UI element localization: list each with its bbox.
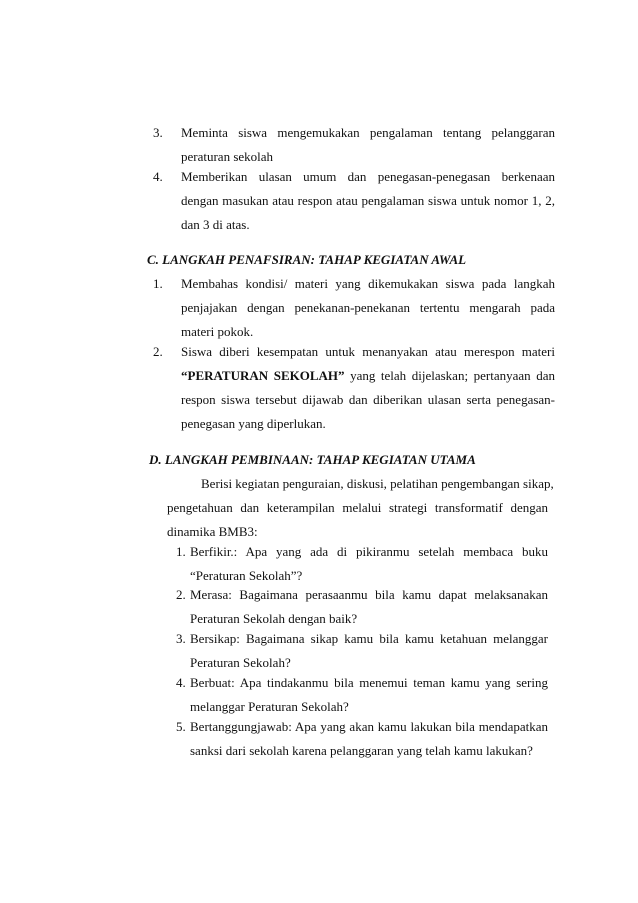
item-number: 2.	[176, 587, 186, 602]
item-text: Membahas kondisi/ materi yang dikemukakan siswa pada langkah penjajakan dengan penekanan-penekanan tertentu mengarah pada materi pokok.	[181, 276, 555, 339]
item-number: 3.	[153, 125, 163, 140]
item-number: 2.	[153, 344, 163, 359]
item-text: Bersikap: Bagaimana sikap kamu bila kamu ketahuan melanggar Peraturan Sekolah?	[190, 631, 548, 670]
item-text: Bertanggungjawab: Apa yang akan kamu lakukan bila mendapatkan sanksi dari sekolah karena pelanggaran yang telah kamu lakukan?	[190, 719, 548, 758]
intro-line: Berisi kegiatan penguraian, diskusi, pelatihan pengembangan sikap,	[201, 476, 554, 491]
item-text: Merasa: Bagaimana perasaanmu bila kamu dapat melaksanakan Peraturan Sekolah dengan baik?	[190, 587, 548, 626]
intro-line: dinamika BMB3:	[167, 524, 258, 539]
item-number: 1.	[176, 544, 186, 559]
item-number: 1.	[153, 276, 163, 291]
item-text: Berbuat: Apa tindakanmu bila menemui teman kamu yang sering melanggar Peraturan Sekolah?	[190, 675, 548, 714]
item-number: 4.	[176, 675, 186, 690]
item-text: Memberikan ulasan umum dan penegasan-penegasan berkenaan dengan masukan atau respon atau pengalaman siswa untuk nomor 1, 2, dan 3 di atas.	[181, 169, 555, 232]
item-text: Meminta siswa mengemukakan pengalaman tentang pelanggaran peraturan sekolah	[181, 125, 555, 164]
section-heading: C. LANGKAH PENAFSIRAN: TAHAP KEGIATAN AWAL	[147, 252, 467, 267]
item-number: 5.	[176, 719, 186, 734]
item-number: 4.	[153, 169, 163, 184]
item-text-bold: “PERATURAN SEKOLAH”	[181, 368, 345, 383]
item-number: 3.	[176, 631, 186, 646]
item-text-pre: Siswa diberi kesempatan untuk menanyakan atau merespon materi	[181, 344, 555, 359]
section-heading: D. LANGKAH PEMBINAAN: TAHAP KEGIATAN UTAMA	[149, 452, 476, 467]
intro-line: pengetahuan dan keterampilan melalui strategi transformatif dengan	[167, 500, 548, 515]
item-text: Berfikir.: Apa yang ada di pikiranmu setelah membaca buku “Peraturan Sekolah”?	[190, 544, 548, 583]
item-text	[181, 340, 555, 436]
item-text-post: yang telah dijelaskan; pertanyaan dan respon siswa tersebut dijawab dan diberikan ulasan serta penegasan-penegasan yang diperlukan.	[181, 368, 555, 431]
